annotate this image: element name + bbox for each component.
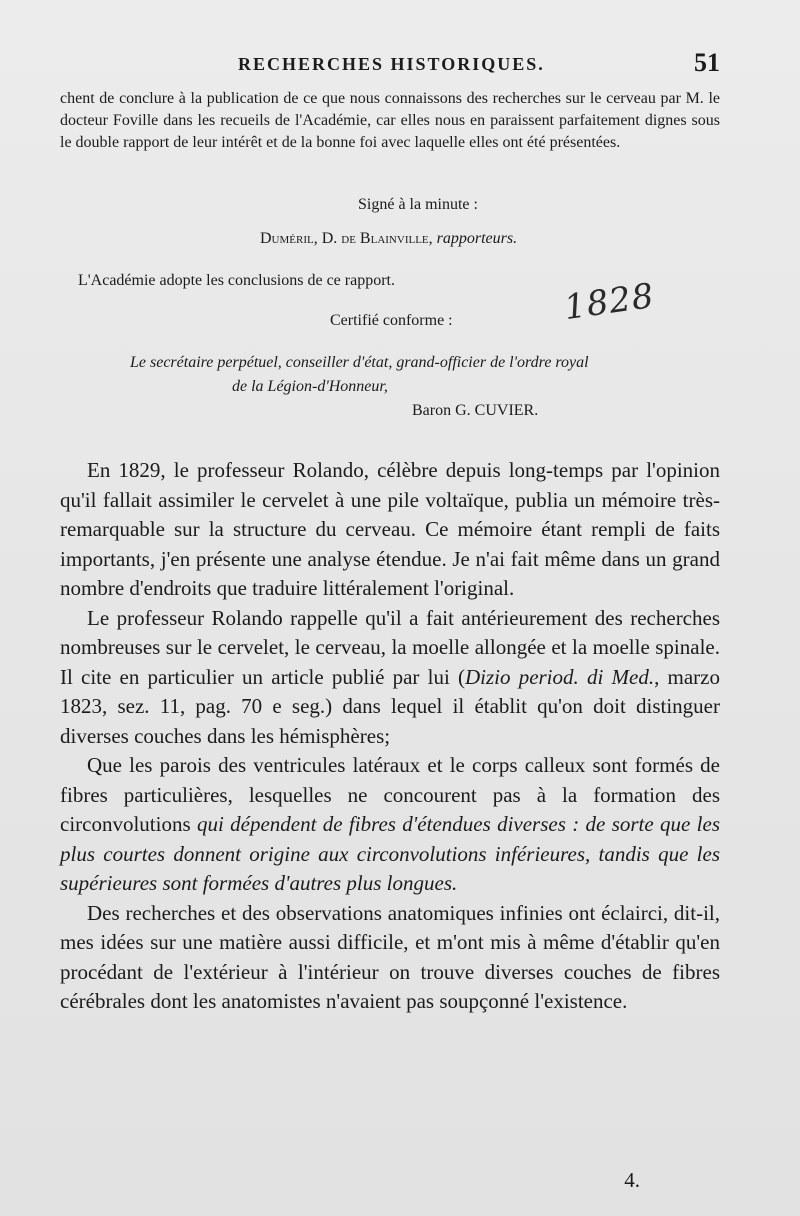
- paragraph-3: [60, 751, 720, 899]
- paragraph-3-italic: qui dépendent de fibres d'étendues diverses : de sorte que les plus courtes donnent origine aux circonvolutions inférieures, tandis que les supérieures sont formées d'autres plus longues.: [60, 812, 720, 895]
- rapporteur-names: Duméril, D. de Blainville,: [260, 230, 433, 247]
- running-title: RECHERCHES HISTORIQUES.: [238, 54, 545, 74]
- secretary-line-1: Le secrétaire perpétuel, conseiller d'état, grand-officier de l'ordre royal: [130, 354, 589, 371]
- journal-reference: Dizio period. di Med.: [464, 664, 655, 689]
- secretary-line-2: de la Légion-d'Honneur,: [232, 378, 388, 395]
- signature-mark: 4.: [624, 1168, 640, 1192]
- paragraph-2-start: Le professeur Rolando rappelle qu'il a fait antérieurement des recherches nombreuses sur le cervelet, le cerveau, la moelle allongée et la moelle spinale. Il cite en particulier un article publié par lui (: [60, 605, 720, 689]
- paragraph-1: En 1829, le professeur Rolando, célèbre depuis long-temps par l'opinion qu'il fallait assimiler le cervelet à une pile voltaïque, publia un mémoire très-remarquable sur la structure du cerveau. Ce mémoire étant rempli de faits importants, j'en présente une analyse étendue. Je n'ai fait même dans un grand nombre d'endroits que traduire littéralement l'original.: [60, 458, 720, 600]
- paragraph-2: [60, 604, 720, 752]
- report-paragraph: chent de conclure à la publication de ce que nous connaissons des recherches sur le cerveau par M. le docteur Foville dans les recueils de l'Académie, car elles nous en paraissent parfaitement dignes sous le double rapport de leur intérêt et de la bonne foi avec laquelle elles ont été présentées.: [60, 90, 720, 151]
- academy-adopts: L'Académie adopte les conclusions de ce rapport.: [78, 272, 395, 289]
- signature-cuvier: Baron G. CUVIER.: [412, 402, 539, 419]
- report-conclusion: [60, 88, 720, 154]
- certified-note: Certifié conforme :: [330, 312, 453, 329]
- paragraph-2-end: , marzo 1823, sez. 11, pag. 70 e seg.) dans lequel il établit qu'on doit distinguer diverses couches dans les hémisphères;: [60, 664, 720, 748]
- main-text: [60, 456, 720, 1017]
- rapporteurs-line: [260, 230, 517, 248]
- page-number: 51: [694, 48, 720, 77]
- paragraph-4: Des recherches et des observations anatomiques infinies ont éclairci, dit-il, mes idées sur une matière aussi difficile, et m'ont mis à même d'établir qu'en procédant de l'extérieur à l'intérieur on trouve diverses couches de fibres cérébrales dont les anatomistes n'avaient pas soupçonné l'existence.: [60, 900, 720, 1013]
- paragraph-3-start: Que les parois des ventricules latéraux et le corps calleux sont formés de fibres particulières, lesquelles ne concourent pas à la formation des circonvolutions: [60, 753, 720, 836]
- rapporteur-role: rapporteurs.: [436, 230, 518, 247]
- handwritten-annotation: 1828: [561, 275, 657, 329]
- page-header: [60, 48, 720, 84]
- signed-note: Signé à la minute :: [358, 196, 478, 213]
